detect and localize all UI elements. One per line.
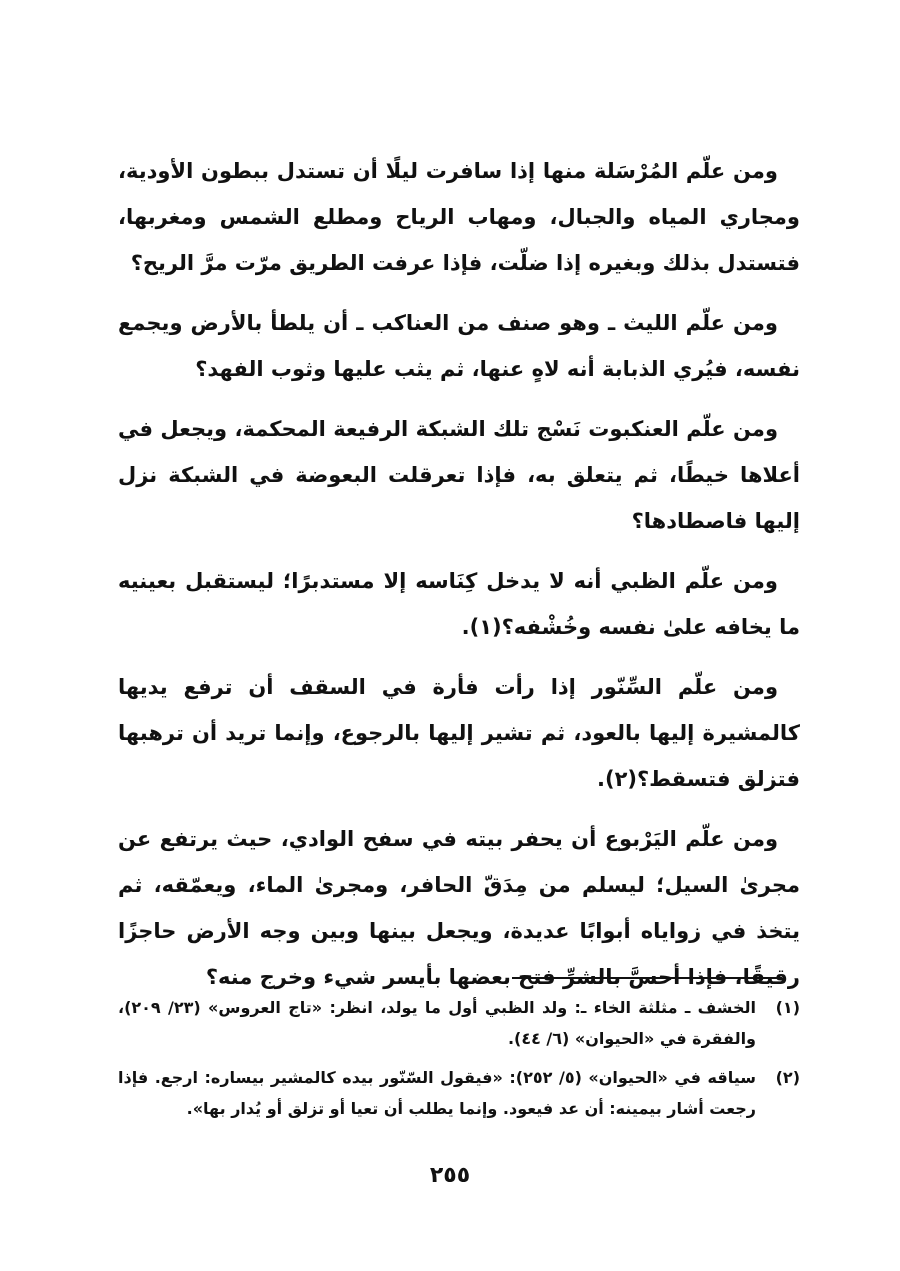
paragraph: ومن علّم الظبي أنه لا يدخل كِنَاسه إلا مستدبرًا؛ ليستقبل بعينيه ما يخافه علىٰ نفسه وخُشْفه؟(١). — [118, 569, 800, 639]
paragraph: ومن علّم المُرْسَلة منها إذا سافرت ليلًا أن تستدل ببطون الأودية، ومجاري المياه والجبال، ومهاب الرياح ومطلع الشمس ومغربها، فتستدل بذلك وبغيره إذا ضلّت، فإذا عرفت الطريق مرّت مرَّ الريح؟ — [118, 159, 800, 275]
page-number: ٢٥٥ — [429, 1163, 471, 1188]
footnote-separator — [512, 977, 782, 979]
footnote-number: (١) — [775, 998, 800, 1017]
footnote-1 — [118, 992, 800, 1054]
footnotes — [118, 992, 800, 1132]
footnote-2 — [118, 1062, 800, 1124]
footnote-number: (٢) — [775, 1068, 800, 1087]
paragraph: ومن علّم العنكبوت نَسْج تلك الشبكة الرفيعة المحكمة، ويجعل في أعلاها خيطًا، ثم يتعلق به، فإذا تعرقلت البعوضة في الشبكة نزل إليها فاصطادها؟ — [118, 417, 800, 533]
paragraph: ومن علّم اليَرْبوع أن يحفر بيته في سفح الوادي، حيث يرتفع عن مجرىٰ السيل؛ ليسلم من مِدَقّ الحافر، ومجرىٰ الماء، ويعمّقه، ثم يتخذ في زواياه أبوابًا عديدة، ويجعل بينها وبين وجه الأرض حاجزًا رقيقًا، فإذا أحسَّ بالشرِّ فتح بعضها بأيسر شيء وخرج منه؟ — [118, 827, 800, 989]
paragraph: ومن علّم السِّنّور إذا رأت فأرة في السقف أن ترفع يديها كالمشيرة إليها بالعود، ثم تشير إليها بالرجوع، وإنما تريد أن ترهبها فتزلق فتسقط؟(٢). — [118, 675, 800, 791]
footnote-text: سياقه في «الحيوان» (٥/ ٢٥٢): «فيقول السّنّور بيده كالمشير بيساره: ارجع. فإذا رجعت أشار بيمينه: أن عد فيعود. وإنما يطلب أن تعيا أو تزلق أو يُدار بها». — [118, 1068, 757, 1118]
paragraph: ومن علّم الليث ـ وهو صنف من العناكب ـ أن يلطأ بالأرض ويجمع نفسه، فيُري الذبابة أنه لاهٍ عنها، ثم يثب عليها وثوب الفهد؟ — [118, 311, 800, 381]
footnote-text: الخشف ـ مثلثة الخاء ـ: ولد الظبي أول ما يولد، انظر: «تاج العروس» (٢٣/ ٢٠٩)، والفقرة في «الحيوان» (٦/ ٤٤). — [118, 998, 756, 1048]
main-text — [118, 148, 800, 1014]
